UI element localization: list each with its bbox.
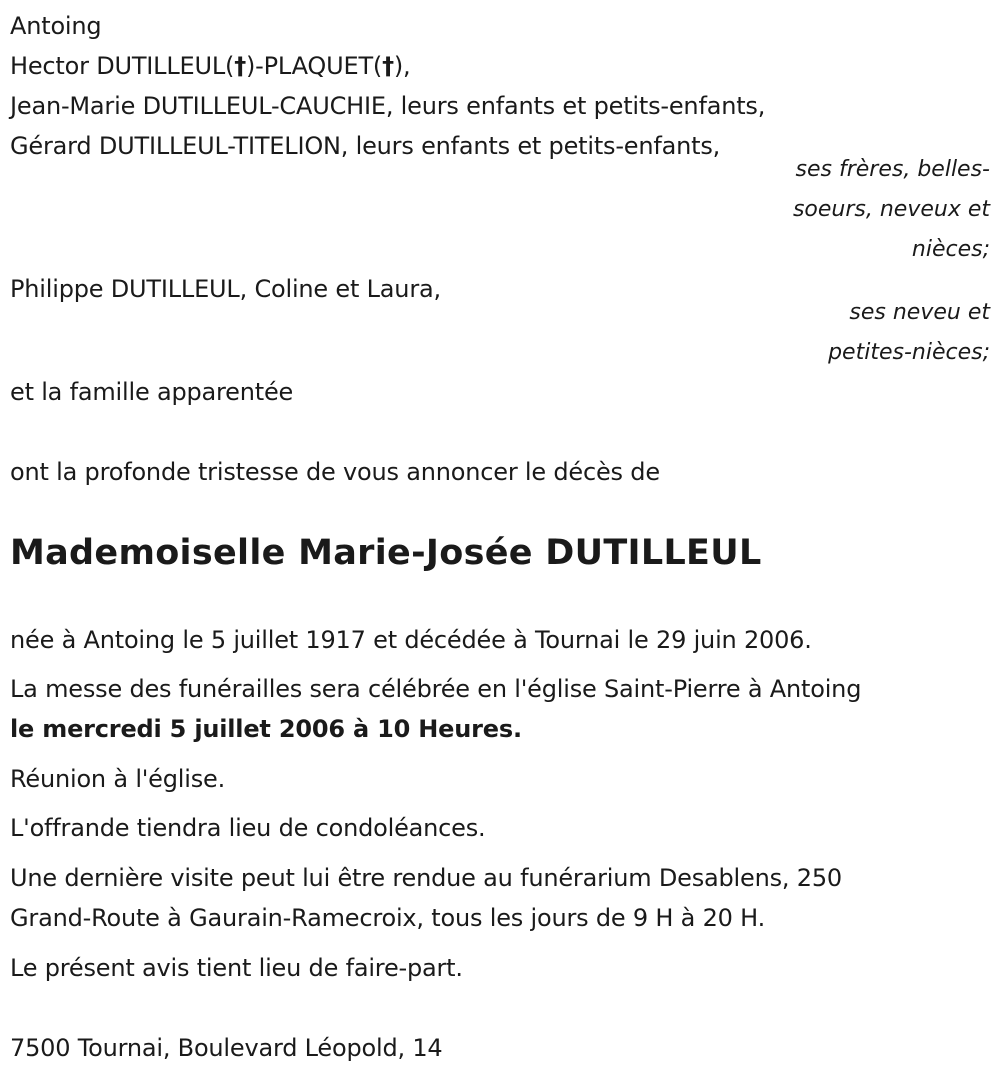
relation-siblings-line1: ses frères, belles- <box>795 157 990 182</box>
family-line-hector <box>10 46 410 86</box>
cross-icon: † <box>234 52 247 80</box>
offering-text: L'offrande tiendra lieu de condoléances. <box>10 814 486 842</box>
announcement-text: ont la profonde tristesse de vous annoncer le décès de <box>10 458 660 486</box>
relation-siblings-line3: nièces; <box>911 237 990 262</box>
mass-text: La messe des funérailles sera célébrée en l'église Saint-Pierre à Antoing <box>10 675 862 703</box>
place-heading: Antoing <box>10 12 102 40</box>
meeting-text: Réunion à l'église. <box>10 765 226 793</box>
family-line-philippe: Philippe DUTILLEUL, Coline et Laura, <box>10 275 441 303</box>
family-line-relatives: et la famille apparentée <box>10 378 294 406</box>
relation-nephew-line1: ses neveu et <box>849 300 990 325</box>
family-line-hector-part1: Hector DUTILLEUL( <box>10 52 235 80</box>
cross-icon: † <box>382 52 394 80</box>
visit-text-line2: Grand-Route à Gaurain-Ramecroix, tous les jours de 9 H à 20 H. <box>10 904 766 932</box>
family-line-jean-marie: Jean-Marie DUTILLEUL-CAUCHIE, leurs enfants et petits-enfants, <box>10 92 766 120</box>
address-text: 7500 Tournai, Boulevard Léopold, 14 <box>10 1034 443 1062</box>
visit-text-line1: Une dernière visite peut lui être rendue au funérarium Desablens, 250 <box>10 864 842 892</box>
relation-siblings-line2: soeurs, neveux et <box>792 197 990 222</box>
mass-date-text: le mercredi 5 juillet 2006 à 10 Heures. <box>10 715 522 743</box>
family-line-gerard: Gérard DUTILLEUL-TITELION, leurs enfants et petits-enfants, <box>10 132 721 160</box>
family-line-hector-part3: ), <box>393 52 411 80</box>
deceased-name: Mademoiselle Marie-Josée DUTILLEUL <box>10 533 762 573</box>
notice-text: Le présent avis tient lieu de faire-part. <box>10 954 463 982</box>
birth-death-text: née à Antoing le 5 juillet 1917 et décédée à Tournai le 29 juin 2006. <box>10 626 812 654</box>
family-line-hector-part2: )-PLAQUET( <box>246 52 383 80</box>
relation-nephew-line2: petites-nièces; <box>828 340 990 365</box>
